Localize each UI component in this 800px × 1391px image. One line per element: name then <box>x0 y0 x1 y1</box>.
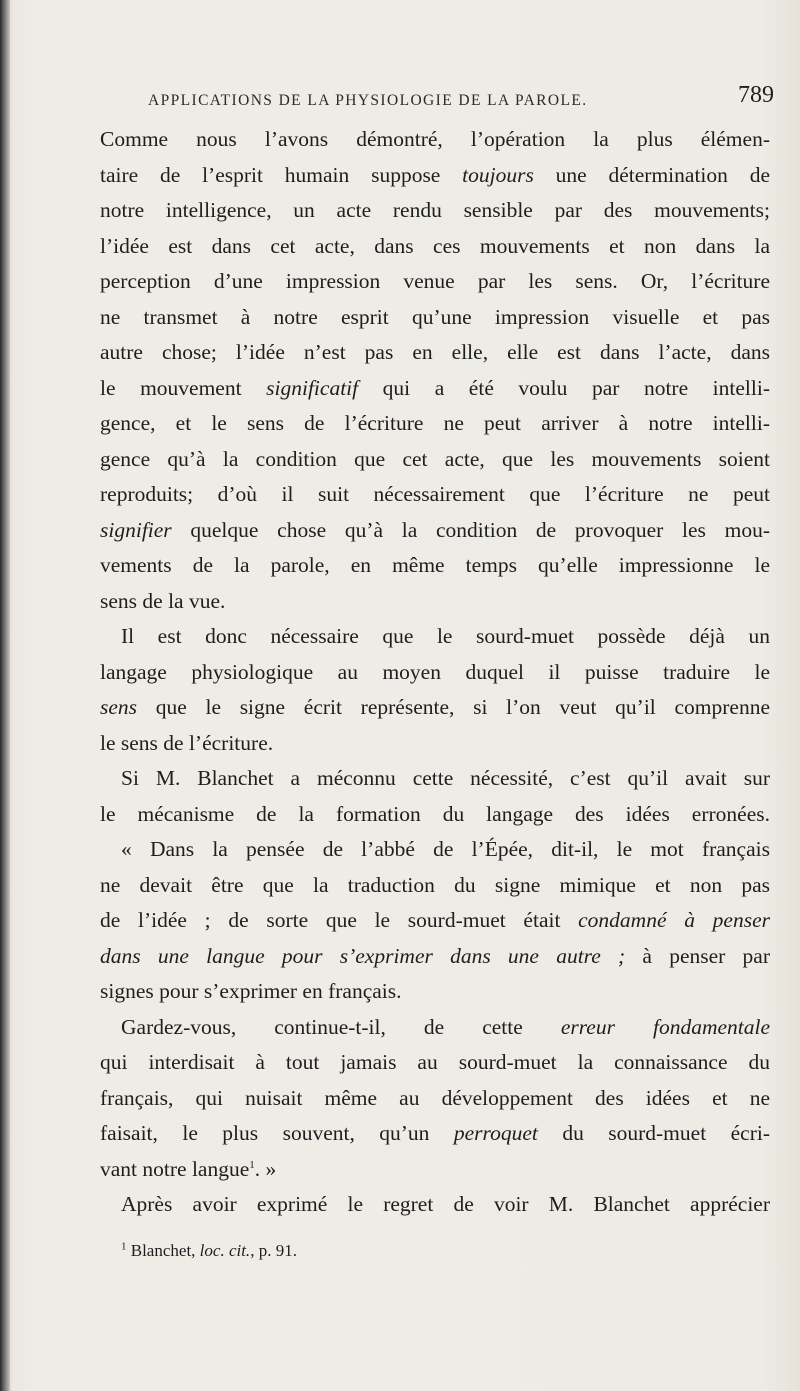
text-line: de l’idée ; de sorte que le sourd-muet était condamné à penser <box>100 908 770 932</box>
italic-text: sens <box>100 695 138 719</box>
text-line: le mécanisme de la formation du langage des idées erronées. <box>100 801 770 826</box>
body-text <box>100 122 770 1223</box>
text-line: dans une langue pour s’exprimer dans une autre ; à penser par <box>100 943 771 968</box>
footnote-reference: 1 <box>249 1158 255 1171</box>
text-line: le mouvement significatif qui a été voulu par notre intelli- <box>100 375 770 400</box>
text-line: autre chose; l’idée n’est pas en elle, elle est dans l’acte, dans <box>100 340 770 364</box>
italic-text: toujours <box>462 162 534 187</box>
italic-text: condamné à penser <box>578 908 770 932</box>
text-line: ne transmet à notre esprit qu’une impression visuelle et pas <box>100 304 770 329</box>
text-line: vant notre langue$^1$. » <box>100 1156 277 1181</box>
text-line: « Dans la pensée de l’abbé de l’Épée, dit-il, le mot français <box>121 837 770 861</box>
page-header <box>148 82 774 122</box>
text-line: Si M. Blanchet a méconnu cette nécessité, c’est qu’il avait sur <box>121 766 770 790</box>
footnote: $^1$ Blanchet, loc. cit., p. 91. <box>121 1240 297 1260</box>
text-line: taire de l’esprit humain suppose toujours une détermination de <box>100 162 770 187</box>
text-line: gence qu’à la condition que cet acte, que les mouvements soient <box>100 446 770 471</box>
text-line: l’idée est dans cet acte, dans ces mouvements et non dans la <box>100 233 770 258</box>
page-binding-edge <box>0 0 10 1391</box>
text-line: signifier quelque chose qu’à la condition de provoquer les mou- <box>100 517 770 542</box>
text-line: faisait, le plus souvent, qu’un perroquet du sourd-muet écri- <box>100 1121 770 1145</box>
text-line: français, qui nuisait même au développement des idées et ne <box>100 1085 770 1110</box>
text-line: gence, et le sens de l’écriture ne peut arriver à notre intelli- <box>100 411 770 435</box>
italic-text: erreur fondamentale <box>560 1014 771 1039</box>
text-line: ne devait être que la traduction du signe mimique et non pas <box>100 872 770 897</box>
text-line: notre intelligence, un acte rendu sensible par des mouvements; <box>100 198 770 222</box>
running-title: APPLICATIONS DE LA PHYSIOLOGIE DE LA PAROLE. <box>148 92 588 109</box>
text-line: sens de la vue. <box>100 588 226 613</box>
text-line: le sens de l’écriture. <box>100 730 274 755</box>
italic-text: dans une langue pour s’exprimer dans une autre ; <box>100 943 626 968</box>
text-line: Comme nous l’avons démontré, l’opération la plus élémen- <box>100 127 770 151</box>
text-line: perception d’une impression venue par les sens. Or, l’écriture <box>100 269 770 293</box>
text-line: Après avoir exprimé le regret de voir M. Blanchet apprécier <box>121 1192 770 1216</box>
text-line: qui interdisait à tout jamais au sourd-muet la connaissance du <box>100 1050 770 1074</box>
text-line: signes pour s’exprimer en français. <box>100 979 402 1003</box>
italic-text: loc. cit. <box>199 1241 251 1260</box>
text-line: Il est donc nécessaire que le sourd-muet possède déjà un <box>121 624 770 648</box>
text-line: vements de la parole, en même temps qu’elle impressionne le <box>100 553 770 577</box>
text-line: reproduits; d’où il suit nécessairement que l’écriture ne peut <box>100 482 770 506</box>
page-number: 789 <box>738 82 774 108</box>
text-line: Gardez-vous, continue-t-il, de cette erreur fondamentale <box>121 1014 771 1039</box>
italic-text: significatif <box>266 375 359 400</box>
italic-text: perroquet <box>453 1121 538 1145</box>
text-line: sens que le signe écrit représente, si l’on veut qu’il comprenne <box>100 695 770 719</box>
footnote-marker: 1 <box>121 1240 127 1253</box>
text-line: langage physiologique au moyen duquel il puisse traduire le <box>100 659 770 684</box>
italic-text: signifier <box>100 517 172 542</box>
